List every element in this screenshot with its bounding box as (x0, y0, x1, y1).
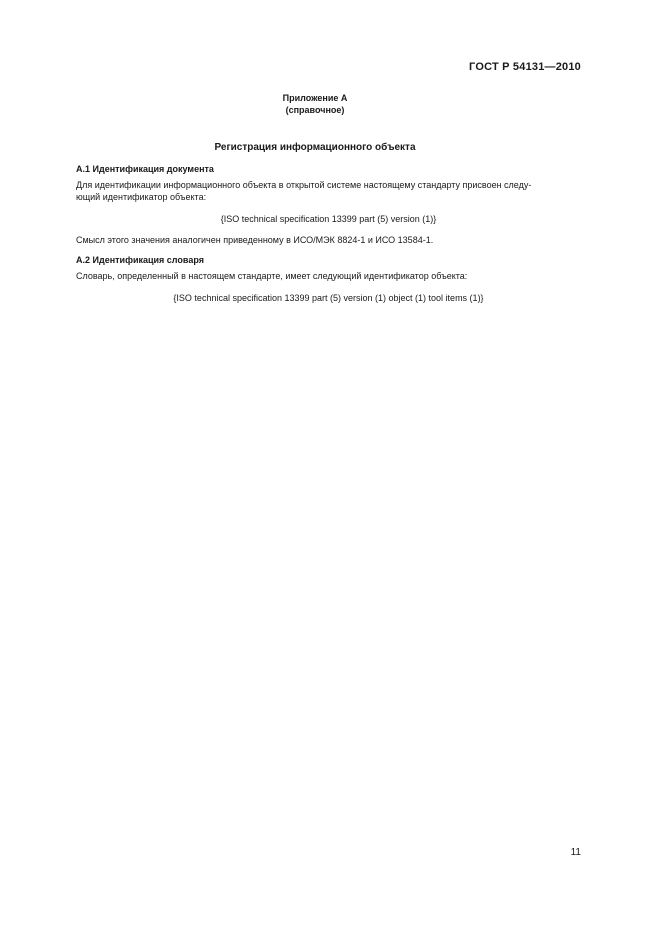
subsection-a2-paragraph: Словарь, определенный в настоящем стандарте, имеет следующий идентификатор объекта: (76, 271, 468, 281)
appendix-label: Приложение А (282, 93, 348, 103)
subsection-a1-paragraph-line2: ющий идентификатор объекта: (76, 192, 207, 202)
subsection-a2-heading: А.2 Идентификация словаря (76, 255, 204, 265)
document-body (76, 163, 581, 313)
document-object-identifier: {ISO technical specification 13399 part (5) version (1)} (220, 214, 437, 224)
page-number: 11 (570, 847, 581, 858)
subsection-a1-meaning: Смысл этого значения аналогичен приведенному в ИСО/МЭК 8824-1 и ИСО 13584-1. (76, 235, 434, 245)
subsection-a1-paragraph (76, 179, 581, 203)
appendix-title (0, 92, 630, 116)
section-spacer (76, 246, 581, 254)
subsection-a1-heading: А.1 Идентификация документа (76, 164, 214, 174)
subsection-a1-paragraph-line1: Для идентификации информационного объекта в открытой системе настоящему стандарту присвоен следу- (76, 180, 532, 190)
appendix-type: (справочное) (285, 105, 345, 115)
section-title: Регистрация информационного объекта (214, 142, 416, 153)
document-code: ГОСТ Р 54131—2010 (469, 61, 581, 73)
dictionary-object-identifier: {ISO technical specification 13399 part (5) version (1) object (1) tool items (1)} (173, 293, 484, 303)
